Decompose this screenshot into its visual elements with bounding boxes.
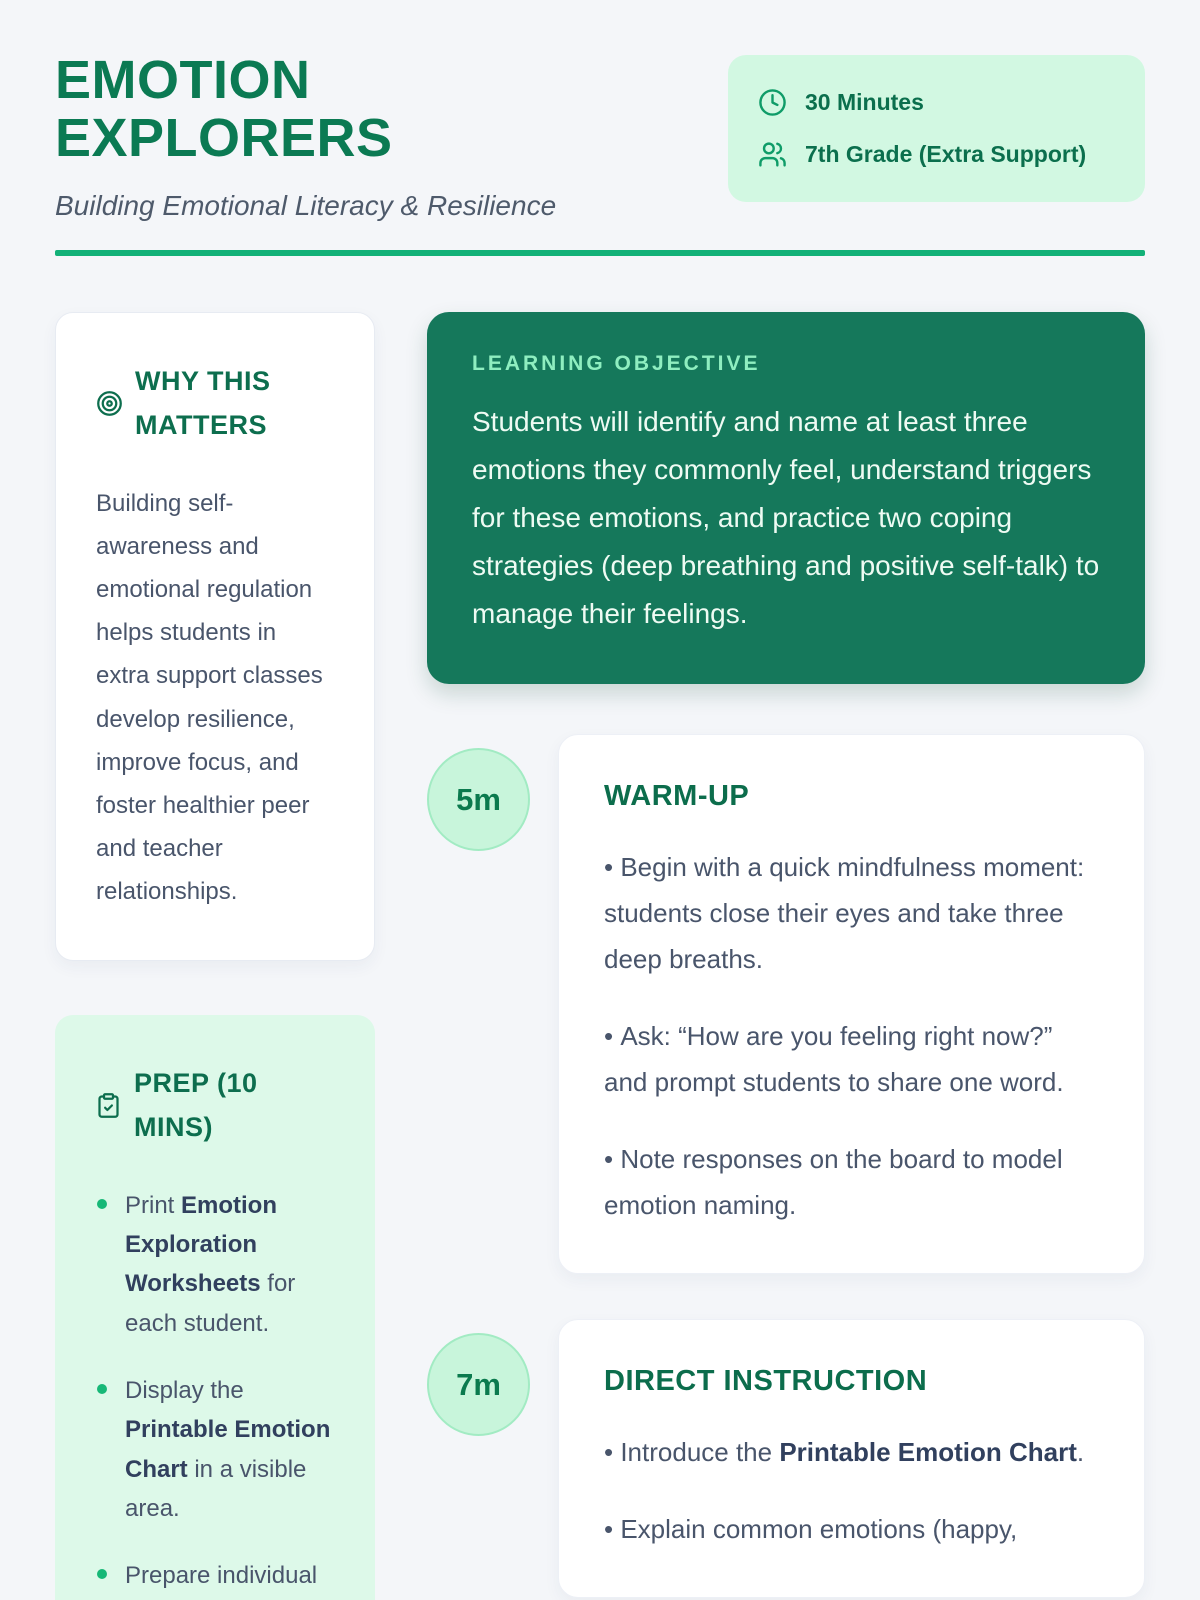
warm-up-card	[558, 734, 1145, 1274]
duration-value: 30 Minutes	[805, 89, 924, 115]
target-icon	[96, 390, 123, 417]
grade-row	[758, 135, 1115, 175]
prep-item: Display the Printable Emotion Chart in a visible area.	[95, 1371, 335, 1528]
warm-up-heading: WARM-UP	[604, 780, 750, 813]
header	[55, 52, 1145, 222]
step-bullet: • Begin with a quick mindfulness moment: students close their eyes and take three deep breaths.	[604, 844, 1099, 982]
step-row-warm-up	[427, 734, 1145, 1274]
prep-card	[55, 1015, 375, 1600]
learning-objective-card	[427, 312, 1145, 685]
step-bullet: • Introduce the Printable Emotion Chart.	[604, 1429, 1099, 1475]
step-bullet: • Note responses on the board to model emotion naming.	[604, 1136, 1099, 1228]
right-column	[427, 312, 1145, 1599]
users-icon	[758, 140, 787, 169]
why-card-body: Building self-awareness and emotional regulation helps students in extra support classes develop resilience, improve focus, and foster healthier peer and teacher relationships.	[96, 489, 323, 906]
step-bullet: • Ask: “How are you feeling right now?” and prompt students to share one word.	[604, 1013, 1099, 1105]
learning-objective-label: LEARNING OBJECTIVE	[472, 351, 761, 375]
main-content	[55, 312, 1145, 1600]
left-column	[55, 312, 375, 1600]
grade-value: 7th Grade (Extra Support)	[805, 140, 1087, 167]
step-bullet: • Explain common emotions (happy,	[604, 1506, 1099, 1552]
why-this-matters-card	[55, 312, 375, 961]
prep-list	[95, 1186, 335, 1596]
time-badge: 5m	[427, 748, 530, 851]
prep-card-heading: PREP (10 MINS)	[134, 1067, 258, 1143]
clipboard-check-icon	[95, 1092, 122, 1119]
duration-row	[758, 83, 1115, 123]
prep-item: Print Emotion Exploration Worksheets for each student.	[95, 1186, 335, 1343]
header-title-block	[55, 52, 675, 222]
clock-icon	[758, 88, 787, 117]
why-card-heading: WHY THIS MATTERS	[135, 365, 271, 441]
step-row-direct-instruction	[427, 1319, 1145, 1598]
direct-instruction-card	[558, 1319, 1145, 1598]
direct-instruction-heading: DIRECT INSTRUCTION	[604, 1365, 928, 1398]
meta-badge-box	[728, 55, 1145, 202]
time-badge: 7m	[427, 1333, 530, 1436]
why-card-header	[96, 359, 334, 448]
page-subtitle: Building Emotional Literacy & Resilience	[55, 189, 557, 221]
prep-card-header	[95, 1061, 335, 1150]
learning-objective-body: Students will identify and name at least three emotions they commonly feel, understand triggers for these emotions, and practice two coping strategies (deep breathing and positive self-talk) to manage their feelings.	[472, 405, 1100, 630]
page-title: EMOTION EXPLORERS	[55, 50, 393, 168]
accent-divider	[55, 250, 1145, 256]
prep-item: Prepare individual	[95, 1556, 335, 1595]
